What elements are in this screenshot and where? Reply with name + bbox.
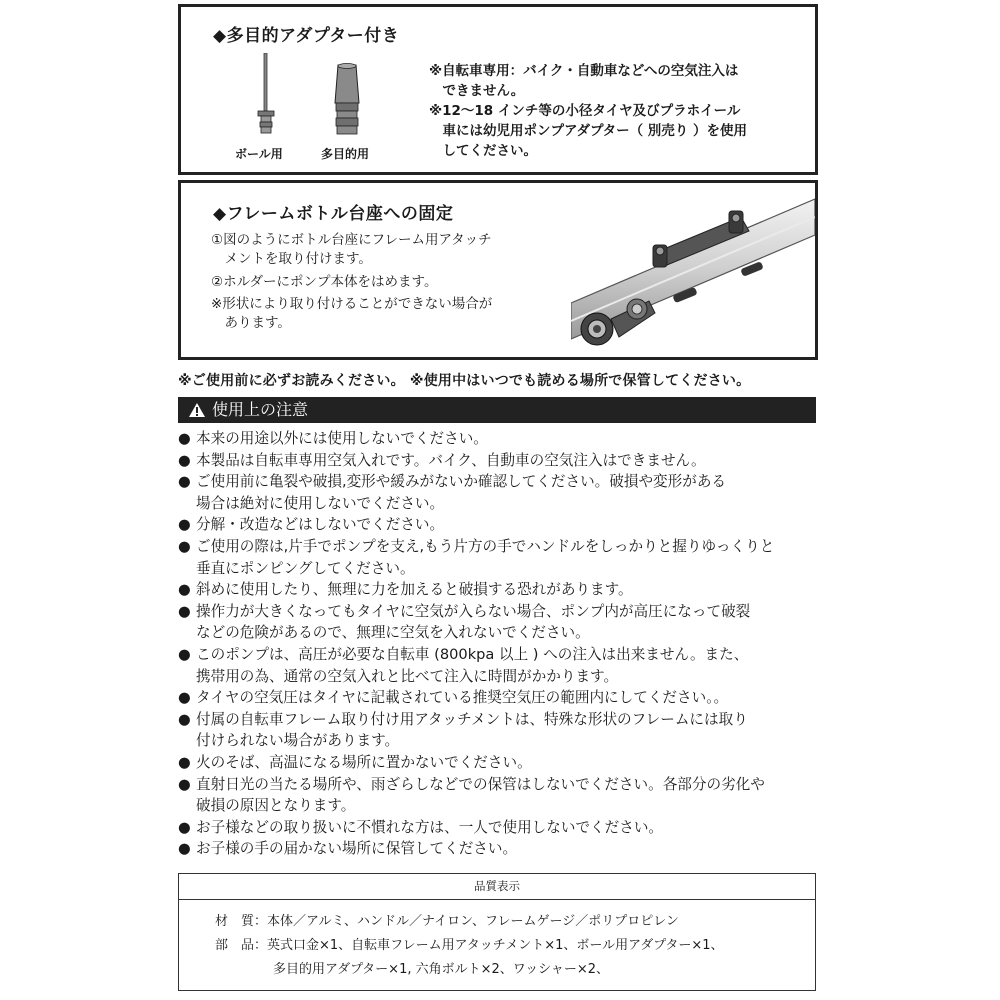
caution-header-bar [178, 397, 816, 423]
caution-item [178, 558, 823, 580]
frame-mount-box [178, 180, 818, 360]
mount-step-line-3: ②ホルダーにポンプ本体をはめます。 [211, 274, 438, 290]
caution-item-text: ご使用の際は,片手でポンプを支え,もう片方の手でハンドルをしっかりと握りゆっくりと [196, 537, 775, 555]
caution-item-text: このポンプは、高圧が必要な自転車 (800kpa 以上 ) への注入は出来ません。また、 [196, 645, 749, 663]
parts-row [215, 934, 723, 953]
caution-item-text: お子様の手の届かない場所に保管してください。 [196, 840, 518, 858]
caution-item [178, 666, 823, 688]
bullet-icon: ● [178, 753, 191, 771]
parts-label: 部 品： [215, 938, 268, 953]
frame-mount-illustration [571, 191, 815, 357]
parts-value-line-1: 英式口金×1、自転車フレーム用アタッチメント×1、ボール用アダプター×1、 [267, 938, 724, 953]
parts-value-line-2-row [273, 958, 609, 977]
caution-item [178, 795, 823, 817]
quality-header: 品質表示 [179, 874, 815, 900]
adapter-note-line-5: してください。 [429, 143, 537, 159]
bullet-icon: ● [178, 775, 191, 793]
material-label: 材 質： [215, 914, 268, 929]
adapter-note-line-4: 車には幼児用ポンプアダプター（ 別売り ）を使用 [429, 123, 748, 139]
caution-item-text: 直射日光の当たる場所や、雨ざらしなどでの保管はしないでください。各部分の劣化や [196, 775, 765, 793]
mount-step-line-4: ※形状により取り付けることができない場合が [211, 296, 493, 312]
caution-item-text: などの危険があるので、無理に空気を入れないでください。 [196, 624, 590, 642]
caution-item [178, 471, 823, 493]
caution-item [178, 709, 823, 731]
adapter-note-line-2: できません。 [429, 83, 525, 99]
caution-item-text: 付けられない場合があります。 [196, 732, 400, 750]
caution-item [178, 817, 823, 839]
caution-item [178, 601, 823, 623]
caution-item [178, 493, 823, 515]
material-value: 本体／アルミ、ハンドル／ナイロン、フレームゲージ／ポリプロピレン [267, 914, 679, 929]
adapter-note-line-3: ※12～18 インチ等の小径タイヤ及びプラホイール [429, 103, 741, 119]
caution-item [178, 730, 823, 752]
caution-item [178, 838, 823, 860]
bullet-icon: ● [178, 645, 191, 663]
caution-item [178, 752, 823, 774]
caution-item-text: 破損の原因となります。 [196, 797, 356, 815]
bullet-icon: ● [178, 581, 191, 599]
caution-item [178, 428, 823, 450]
caution-item [178, 622, 823, 644]
caution-item-text: タイヤの空気圧はタイヤに記載されている推奨空気圧の範囲内にしてください。。 [196, 689, 729, 707]
adapter-box [178, 4, 818, 175]
caution-item-text: 分解・改造などはしないでください。 [196, 516, 445, 534]
parts-value-line-2: 多目的用アダプター×1, 六角ボルト×2、ワッシャー×2、 [273, 962, 610, 977]
caution-item-text: 場合は絶対に使用しないでください。 [196, 494, 445, 512]
caution-item-text: 付属の自転車フレーム取り付け用アタッチメントは、特殊な形状のフレームには取り [196, 710, 748, 728]
mount-step-line-1: ①図のようにボトル台座にフレーム用アタッチ [211, 232, 492, 248]
caution-item [178, 774, 823, 796]
caution-item-text: ご使用前に亀裂や破損,変形や緩みがないか確認してください。破損や変形がある [196, 473, 727, 491]
caution-item [178, 450, 823, 472]
adapter-note-line-1: ※自転車専用：バイク・自動車などへの空気注入は [429, 63, 739, 79]
multipurpose-adapter-illustration [329, 63, 365, 139]
bullet-icon: ● [178, 710, 191, 728]
caution-list [178, 428, 823, 860]
caution-item-text: お子様などの取り扱いに不慣れな方は、一人で使用しないでください。 [196, 818, 664, 836]
caution-item [178, 536, 823, 558]
caution-item-text: 火のそば、高温になる場所に置かないでください。 [196, 753, 532, 771]
caution-item-text: 斜めに使用したり、無理に力を加えると破損する恐れがあります。 [196, 581, 633, 599]
ball-needle-adapter-illustration [251, 53, 281, 139]
bullet-icon: ● [178, 516, 191, 534]
material-row [215, 910, 679, 929]
warning-triangle-icon [188, 402, 206, 418]
quality-label-table [178, 873, 816, 991]
caution-item-text: 携帯用の為、通常の空気入れと比べて注入に時間がかかります。 [196, 667, 619, 685]
caution-item-text: 本来の用途以外には使用しないでください。 [196, 430, 488, 447]
multipurpose-adapter-caption: 多目的用 [321, 147, 370, 161]
bullet-icon: ● [178, 430, 191, 447]
bullet-icon: ● [178, 689, 191, 707]
caution-title: 使用上の注意 [212, 400, 309, 419]
bullet-icon: ● [178, 818, 191, 836]
caution-item-text: 操作力が大きくなってもタイヤに空気が入らない場合、ポンプ内が高圧になって破裂 [196, 602, 751, 620]
caution-item [178, 514, 823, 536]
bullet-icon: ● [178, 451, 191, 469]
caution-item [178, 687, 823, 709]
caution-item-text: 本製品は自転車専用空気入れです。バイク、自動車の空気注入はできません。 [196, 451, 706, 469]
read-before-use-warning: ※ご使用前に必ずお読みください。 ※使用中はいつでも読める場所で保管してください。 [178, 373, 751, 389]
caution-item-text: 垂直にポンピングしてください。 [196, 559, 415, 577]
adapter-section-title: ◆多目的アダプター付き [213, 26, 400, 46]
caution-item [178, 644, 823, 666]
mount-step-line-5: あります。 [211, 315, 291, 331]
caution-item [178, 579, 823, 601]
bullet-icon: ● [178, 473, 191, 491]
mount-section-title: ◆フレームボトル台座への固定 [213, 204, 454, 224]
bullet-icon: ● [178, 537, 191, 555]
ball-adapter-caption: ボール用 [235, 147, 283, 161]
mount-step-line-2: メントを取り付けます。 [211, 251, 372, 267]
bullet-icon: ● [178, 602, 191, 620]
bullet-icon: ● [178, 840, 191, 858]
